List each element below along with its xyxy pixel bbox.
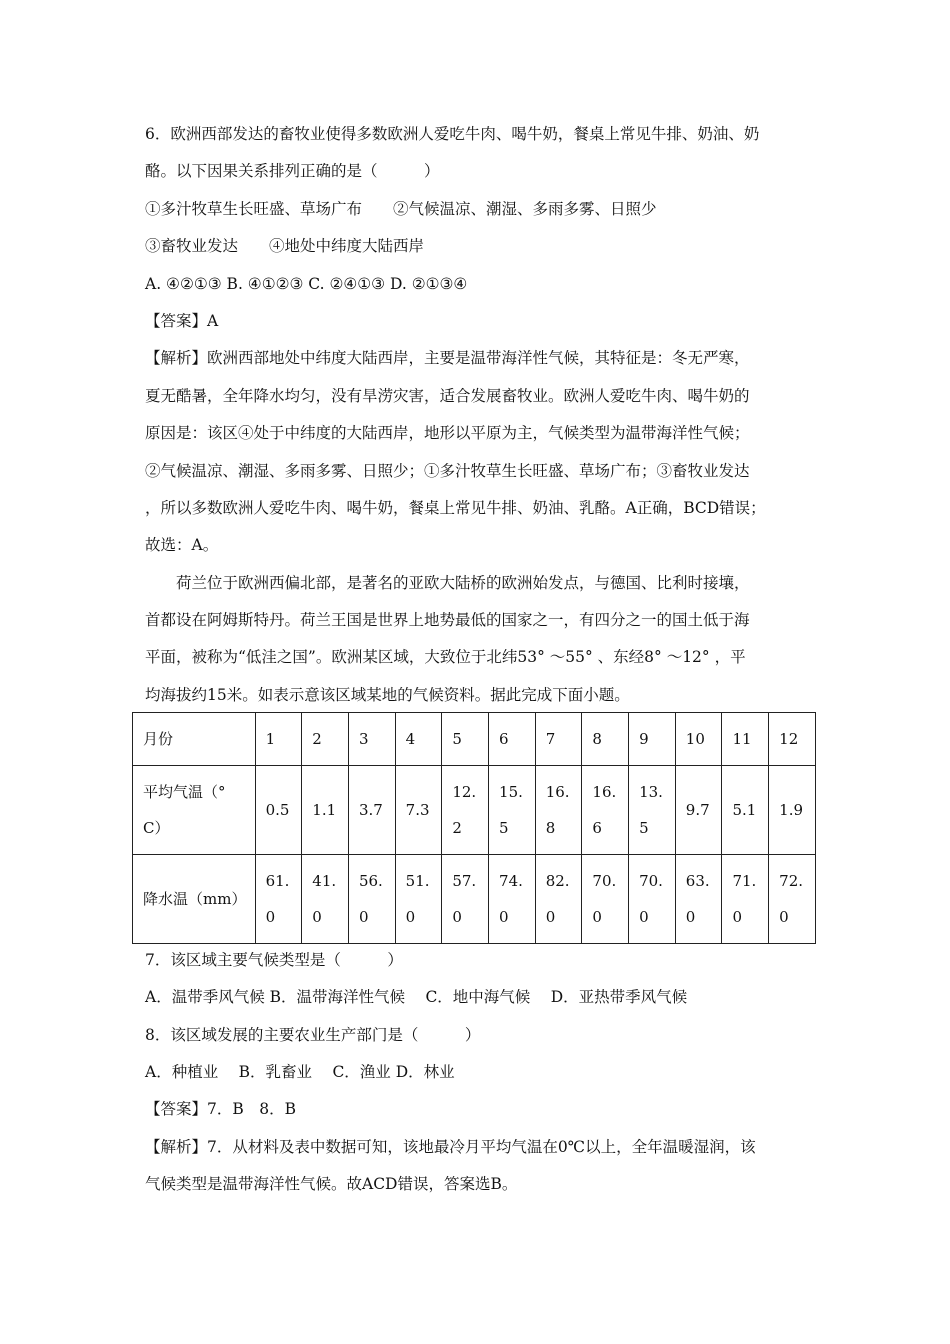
q6-analysis-line: 夏无酷暑，全年降水均匀，没有旱涝灾害，适合发展畜牧业。欧洲人爱吃牛肉、喝牛奶的 bbox=[145, 387, 750, 405]
month-cell: 12 bbox=[769, 713, 816, 766]
month-cell: 8 bbox=[582, 713, 629, 766]
analysis-7-line: 【解析】7．从材料及表中数据可知，该地最冷月平均气温在0℃以上，全年温暖湿润，该 bbox=[145, 1138, 756, 1156]
month-cell: 1 bbox=[255, 713, 302, 766]
temp-cell bbox=[535, 766, 582, 855]
q6-options: A. ④②①③ B. ④①②③ C. ②④①③ D. ②①③④ bbox=[145, 275, 468, 293]
precip-value: 63.0 bbox=[685, 872, 710, 926]
temp-cell bbox=[395, 766, 442, 855]
climate-table bbox=[132, 712, 816, 944]
material-line: 平面，被称为“低洼之国”。欧洲某区域，大致位于北纬53° ～55° 、东经8° ～12° ，平 bbox=[145, 648, 746, 666]
precip-cell bbox=[395, 855, 442, 944]
q6-analysis-line: ②气候温凉、潮湿、多雨多雾、日照少；①多汁牧草生长旺盛、草场广布；③畜牧业发达 bbox=[145, 462, 750, 480]
temp-cell bbox=[255, 766, 302, 855]
precip-cell bbox=[675, 855, 722, 944]
answer-7-8: 【答案】7．B 8．B bbox=[145, 1100, 297, 1118]
precip-value: 70.0 bbox=[592, 872, 617, 926]
month-cell: 9 bbox=[629, 713, 676, 766]
temp-cell bbox=[489, 766, 536, 855]
month-cell: 7 bbox=[535, 713, 582, 766]
temp-value: 16.8 bbox=[545, 783, 570, 837]
temp-cell bbox=[348, 766, 395, 855]
temp-cell bbox=[442, 766, 489, 855]
q6-stem-line2: 酪。以下因果关系排列正确的是（ ） bbox=[145, 162, 440, 180]
month-cell: 10 bbox=[675, 713, 722, 766]
precip-value: 70.0 bbox=[639, 872, 663, 926]
month-header-cell: 月份 bbox=[133, 713, 256, 766]
analysis-7-line: 气候类型是温带海洋性气候。故ACD错误，答案选B。 bbox=[145, 1175, 518, 1193]
month-cell: 6 bbox=[489, 713, 536, 766]
table-row bbox=[133, 713, 816, 766]
q6-analysis-line: 原因是：该区④处于中纬度的大陆西岸，地形以平原为主，气候类型为温带海洋性气候； bbox=[145, 424, 750, 442]
temp-value: 5.1 bbox=[732, 801, 757, 819]
temp-cell bbox=[629, 766, 676, 855]
precip-value: 72.0 bbox=[779, 872, 804, 926]
precip-cell bbox=[442, 855, 489, 944]
precip-header-cell: 降水温（mm） bbox=[133, 855, 256, 944]
q6-items-line1: ①多汁牧草生长旺盛、草场广布 ②气候温凉、潮湿、多雨多雾、日照少 bbox=[145, 200, 657, 218]
material-line: 首都设在阿姆斯特丹。荷兰王国是世界上地势最低的国家之一，有四分之一的国土低于海 bbox=[145, 611, 750, 629]
month-cell: 11 bbox=[722, 713, 769, 766]
q6-items-line2: ③畜牧业发达 ④地处中纬度大陆西岸 bbox=[145, 237, 425, 255]
precip-value: 74.0 bbox=[499, 872, 523, 926]
q7-options: A．温带季风气候 B．温带海洋性气候 C．地中海气候 D．亚热带季风气候 bbox=[145, 988, 688, 1006]
temp-cell bbox=[675, 766, 722, 855]
month-cell: 3 bbox=[348, 713, 395, 766]
temp-value: 16.6 bbox=[592, 783, 617, 837]
q6-analysis-line: 故选：A。 bbox=[145, 536, 219, 554]
q6-analysis-line: 【解析】欧洲西部地处中纬度大陆西岸，主要是温带海洋性气候，其特征是：冬无严寒， bbox=[145, 349, 750, 367]
precip-value: 61.0 bbox=[265, 872, 290, 926]
q6-stem-line1: 6．欧洲西部发达的畜牧业使得多数欧洲人爱吃牛肉、喝牛奶，餐桌上常见牛排、奶油、奶 bbox=[145, 125, 760, 143]
q6-answer: 【答案】A bbox=[145, 312, 219, 330]
temp-header-cell bbox=[133, 766, 256, 855]
precip-cell bbox=[302, 855, 349, 944]
temp-cell bbox=[582, 766, 629, 855]
month-cell: 2 bbox=[302, 713, 349, 766]
precip-cell bbox=[348, 855, 395, 944]
q6-analysis-line: ，所以多数欧洲人爱吃牛肉、喝牛奶，餐桌上常见牛排、奶油、乳酪。A正确，BCD错误； bbox=[145, 499, 766, 517]
temp-value: 12.2 bbox=[452, 783, 477, 837]
temp-value: 1.1 bbox=[312, 801, 337, 819]
temp-value: 9.7 bbox=[685, 801, 710, 819]
precip-cell bbox=[489, 855, 536, 944]
temp-value: 0.5 bbox=[265, 801, 290, 819]
table-row bbox=[133, 766, 816, 855]
temp-value: 3.7 bbox=[358, 801, 383, 819]
temp-label: 平均气温（° C） bbox=[143, 783, 226, 837]
temp-value: 15.5 bbox=[499, 783, 523, 837]
temp-value: 7.3 bbox=[405, 801, 430, 819]
precip-cell bbox=[535, 855, 582, 944]
month-cell: 5 bbox=[442, 713, 489, 766]
month-cell: 4 bbox=[395, 713, 442, 766]
precip-cell bbox=[769, 855, 816, 944]
precip-value: 57.0 bbox=[452, 872, 477, 926]
precip-cell bbox=[629, 855, 676, 944]
temp-cell bbox=[769, 766, 816, 855]
precip-cell bbox=[255, 855, 302, 944]
precip-value: 41.0 bbox=[312, 872, 337, 926]
precip-value: 51.0 bbox=[405, 872, 430, 926]
table-row bbox=[133, 855, 816, 944]
q8-options: A．种植业 B．乳畜业 C．渔业 D．林业 bbox=[145, 1063, 455, 1081]
precip-value: 56.0 bbox=[358, 872, 383, 926]
precip-cell bbox=[722, 855, 769, 944]
q7-stem: 7．该区域主要气候类型是（ ） bbox=[145, 951, 403, 969]
q8-stem: 8．该区域发展的主要农业生产部门是（ ） bbox=[145, 1026, 481, 1044]
temp-value: 13.5 bbox=[639, 783, 663, 837]
material-line: 荷兰位于欧洲西偏北部，是著名的亚欧大陆桥的欧洲始发点，与德国、比利时接壤， bbox=[176, 574, 750, 592]
precip-value: 71.0 bbox=[732, 872, 757, 926]
temp-cell bbox=[722, 766, 769, 855]
precip-cell bbox=[582, 855, 629, 944]
temp-cell bbox=[302, 766, 349, 855]
material-line: 均海拔约15米。如表示意该区域某地的气候资料。据此完成下面小题。 bbox=[145, 686, 630, 704]
precip-value: 82.0 bbox=[545, 872, 570, 926]
temp-value: 1.9 bbox=[779, 801, 804, 819]
